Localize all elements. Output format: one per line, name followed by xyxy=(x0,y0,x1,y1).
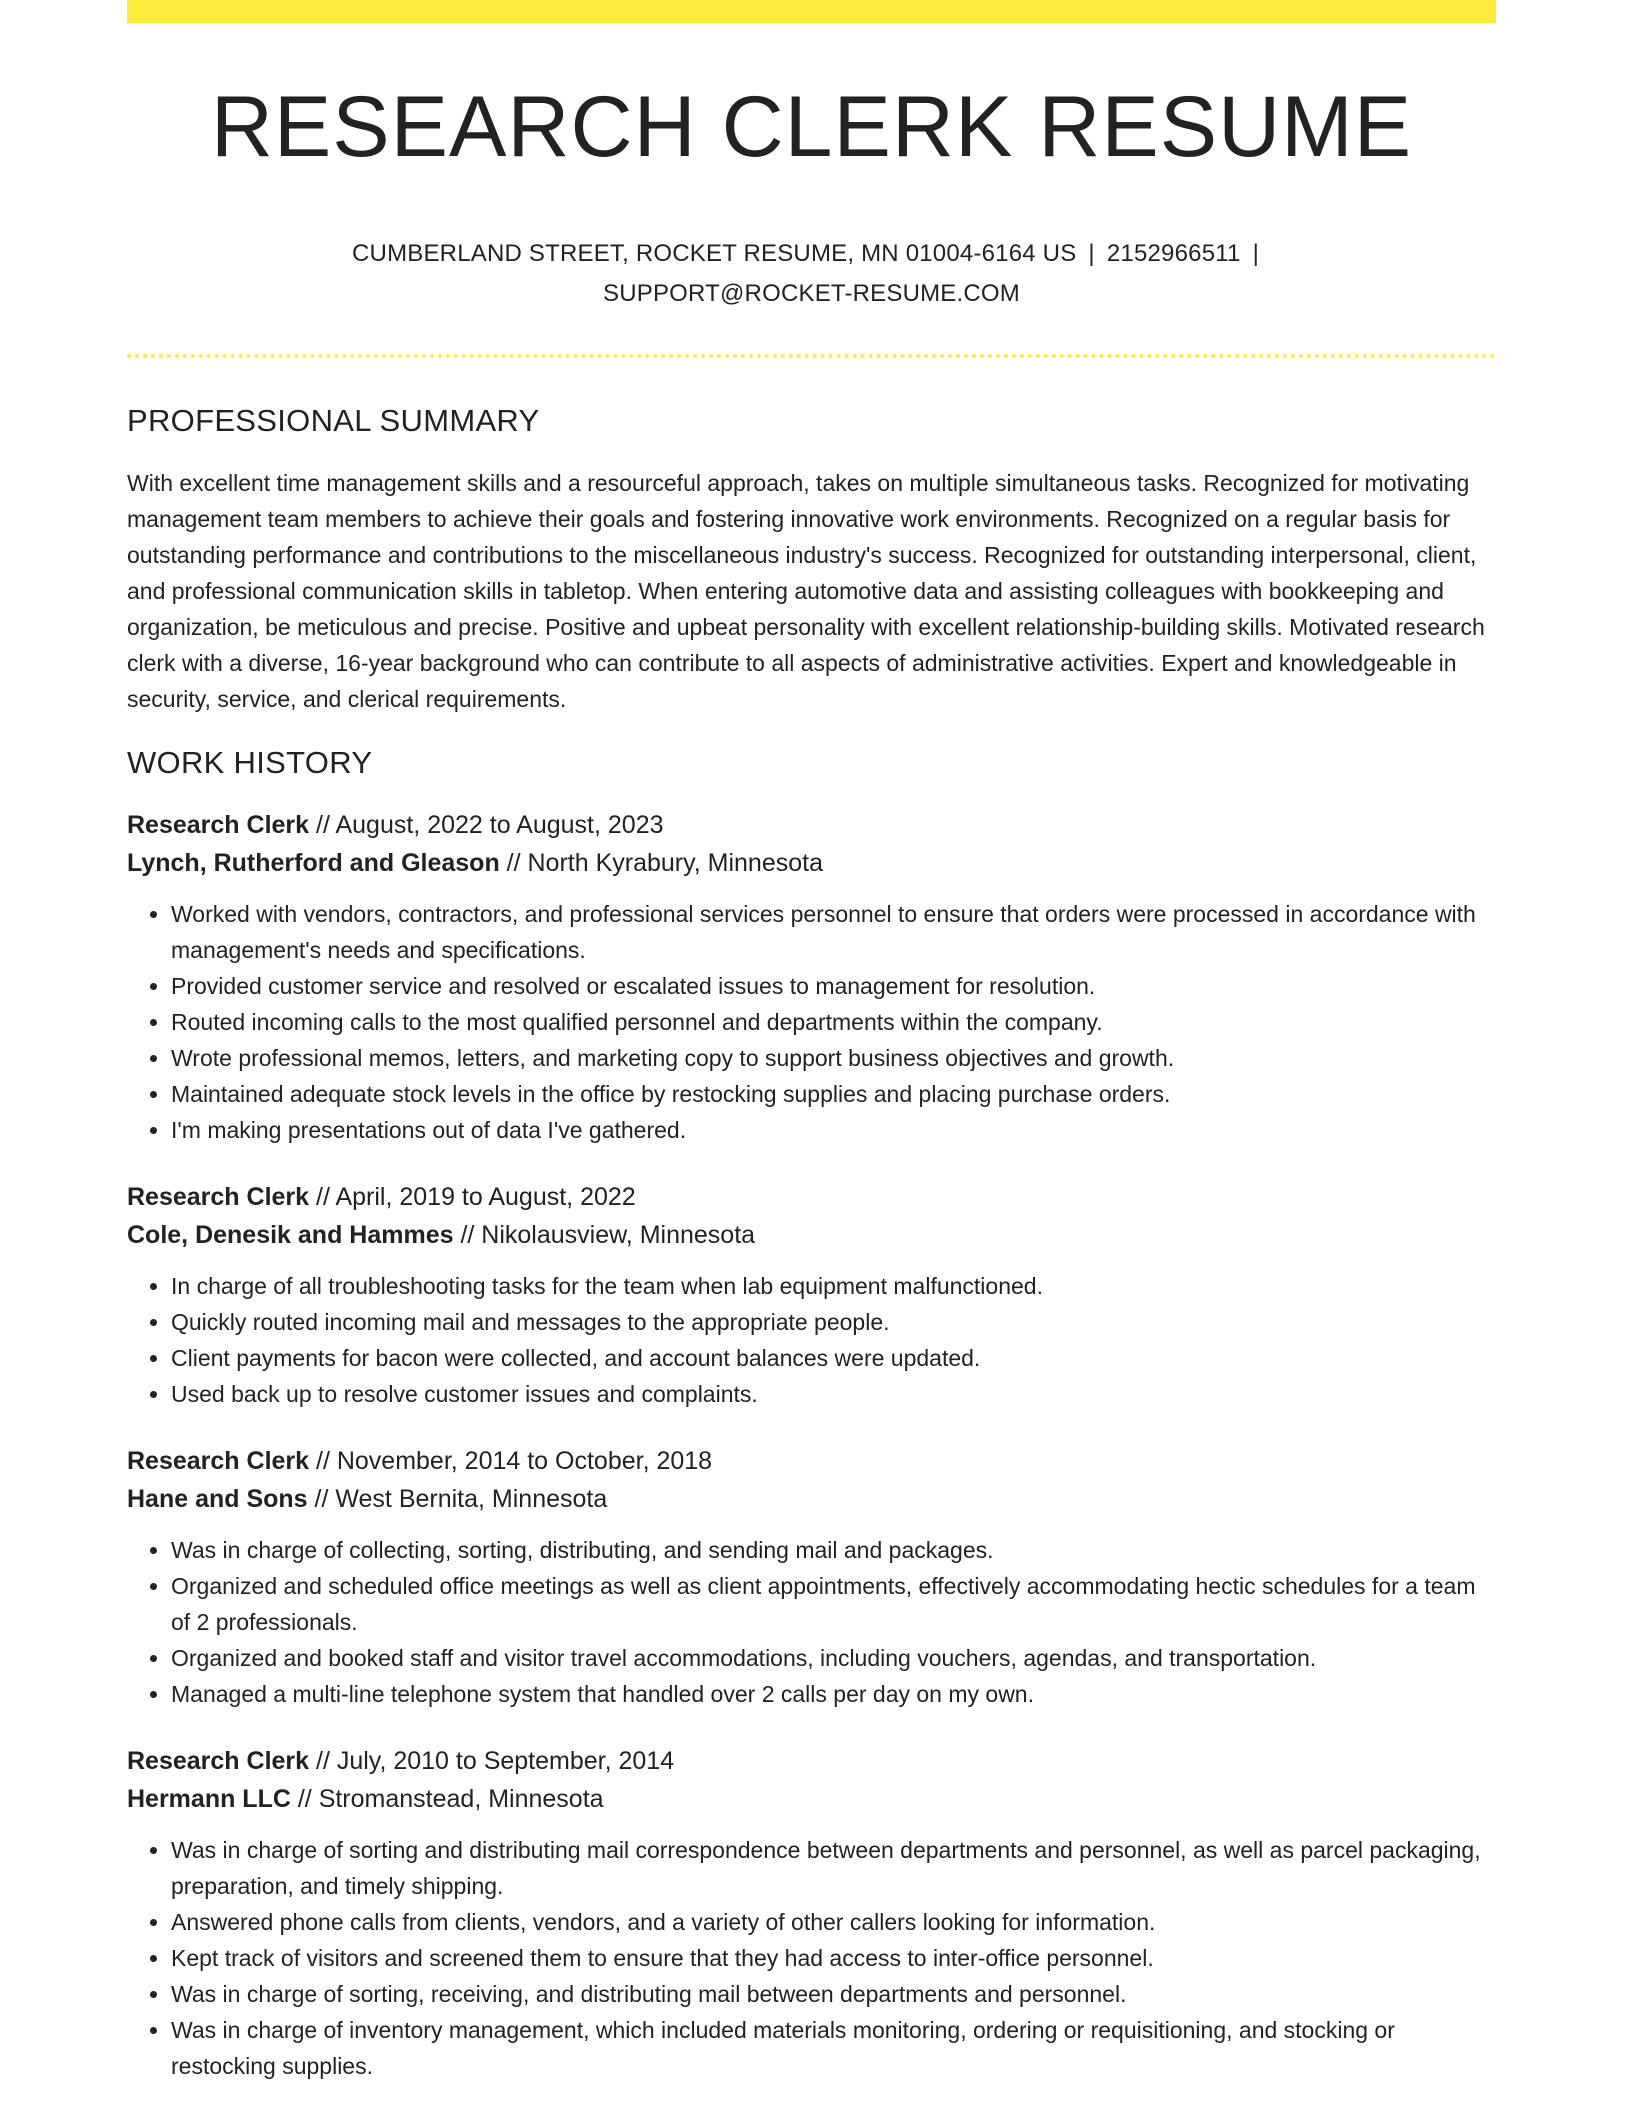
summary-heading: PROFESSIONAL SUMMARY xyxy=(127,403,540,439)
contact-separator: | xyxy=(1252,240,1259,268)
job-duty-item: • Routed incoming calls to the most qualified personnel and departments within the company. xyxy=(171,1004,1496,1040)
job-company: Lynch, Rutherford and Gleason xyxy=(127,848,500,877)
job-duty-item: • Was in charge of inventory management, which included materials monitoring, ordering or requisitioning, and stocking or restocking supplies. xyxy=(171,2012,1496,2084)
work-history-list xyxy=(127,806,1496,2084)
job-company-line xyxy=(127,844,1496,882)
job-location: // Stromanstead, Minnesota xyxy=(290,1784,604,1813)
work-history-heading: WORK HISTORY xyxy=(127,745,373,781)
contact-separator: | xyxy=(1088,240,1095,268)
contact-phone: 2152966511 xyxy=(1106,240,1241,268)
resume-title: RESEARCH CLERK RESUME xyxy=(210,79,1413,175)
job-duty-item: • In charge of all troubleshooting tasks for the team when lab equipment malfunctioned. xyxy=(171,1268,1496,1304)
job-dates: // July, 2010 to September, 2014 xyxy=(309,1746,675,1775)
job-duty-item: • Was in charge of sorting, receiving, and distributing mail between departments and personnel. xyxy=(171,1976,1496,2012)
dotted-divider xyxy=(127,354,1496,358)
job-title: Research Clerk xyxy=(127,1746,310,1775)
job-company: Cole, Denesik and Hammes xyxy=(127,1220,454,1249)
job-duty-item: • Was in charge of sorting and distributing mail correspondence between departments and personnel, as well as parcel packaging, preparation, and timely shipping. xyxy=(171,1832,1496,1904)
job-entry xyxy=(127,1442,1496,1712)
job-duty-item: • Managed a multi-line telephone system that handled over 2 calls per day on my own. xyxy=(171,1676,1496,1712)
job-title: Research Clerk xyxy=(127,1446,310,1475)
job-duty-item: • Was in charge of collecting, sorting, distributing, and sending mail and packages. xyxy=(171,1532,1496,1568)
job-duty-item: • Client payments for bacon were collected, and account balances were updated. xyxy=(171,1340,1496,1376)
job-duty-item: • Wrote professional memos, letters, and marketing copy to support business objectives and growth. xyxy=(171,1040,1496,1076)
job-title-line xyxy=(127,1442,1496,1480)
job-company: Hane and Sons xyxy=(127,1484,308,1513)
job-title-line xyxy=(127,1178,1496,1216)
job-company-line xyxy=(127,1780,1496,1818)
job-duty-item: • Quickly routed incoming mail and messages to the appropriate people. xyxy=(171,1304,1496,1340)
job-entry xyxy=(127,1742,1496,2084)
job-title-line xyxy=(127,1742,1496,1780)
job-duty-item: • Maintained adequate stock levels in the office by restocking supplies and placing purchase orders. xyxy=(171,1076,1496,1112)
job-company-line xyxy=(127,1216,1496,1254)
job-duty-item: • I'm making presentations out of data I've gathered. xyxy=(171,1112,1496,1148)
job-duties-list xyxy=(127,1832,1496,2084)
job-duty-item: • Kept track of visitors and screened them to ensure that they had access to inter-office personnel. xyxy=(171,1940,1496,1976)
job-entry xyxy=(127,1178,1496,1412)
job-duty-item: • Organized and scheduled office meetings as well as client appointments, effectively accommodating hectic schedules for a team of 2 professionals. xyxy=(171,1568,1496,1640)
contact-info xyxy=(307,234,1317,314)
job-dates: // August, 2022 to August, 2023 xyxy=(309,810,664,839)
job-location: // West Bernita, Minnesota xyxy=(307,1484,608,1513)
job-entry xyxy=(127,806,1496,1148)
job-location: // Nikolausview, Minnesota xyxy=(453,1220,756,1249)
job-duty-item: • Worked with vendors, contractors, and professional services personnel to ensure that orders were processed in accordance with management's needs and specifications. xyxy=(171,896,1496,968)
contact-address: CUMBERLAND STREET, ROCKET RESUME, MN 01004-6164 US xyxy=(352,240,1077,268)
job-company-line xyxy=(127,1480,1496,1518)
summary-text: With excellent time management skills and a resourceful approach, takes on multiple simultaneous tasks. Recognized for motivating management team members to achieve their goals and fostering innovative work environments. Recognized on a regular basis for outstanding performance and contributions to the miscellaneous industry's success. Recognized for outstanding interpersonal, client, and professional communication skills in tabletop. When entering automotive data and assisting colleagues with bookkeeping and organization, be meticulous and precise. Positive and upbeat personality with excellent relationship-building skills. Motivated research clerk with a diverse, 16-year background who can contribute to all aspects of administrative activities. Expert and knowledgeable in security, service, and clerical requirements. xyxy=(127,470,1485,713)
job-duty-item: • Used back up to resolve customer issues and complaints. xyxy=(171,1376,1496,1412)
job-duty-item: • Provided customer service and resolved or escalated issues to management for resolution. xyxy=(171,968,1496,1004)
contact-email: SUPPORT@ROCKET-RESUME.COM xyxy=(603,280,1020,308)
job-dates: // November, 2014 to October, 2018 xyxy=(309,1446,713,1475)
resume-page xyxy=(127,0,1496,2084)
job-location: // North Kyrabury, Minnesota xyxy=(499,848,823,877)
job-title-line xyxy=(127,806,1496,844)
job-company: Hermann LLC xyxy=(127,1784,291,1813)
job-duties-list xyxy=(127,1268,1496,1412)
job-duties-list xyxy=(127,896,1496,1148)
job-duty-item: • Answered phone calls from clients, vendors, and a variety of other callers looking for information. xyxy=(171,1904,1496,1940)
job-dates: // April, 2019 to August, 2022 xyxy=(309,1182,636,1211)
job-duty-item: • Organized and booked staff and visitor travel accommodations, including vouchers, agendas, and transportation. xyxy=(171,1640,1496,1676)
job-title: Research Clerk xyxy=(127,1182,310,1211)
job-duties-list xyxy=(127,1532,1496,1712)
job-title: Research Clerk xyxy=(127,810,310,839)
top-accent-bar xyxy=(127,0,1496,23)
